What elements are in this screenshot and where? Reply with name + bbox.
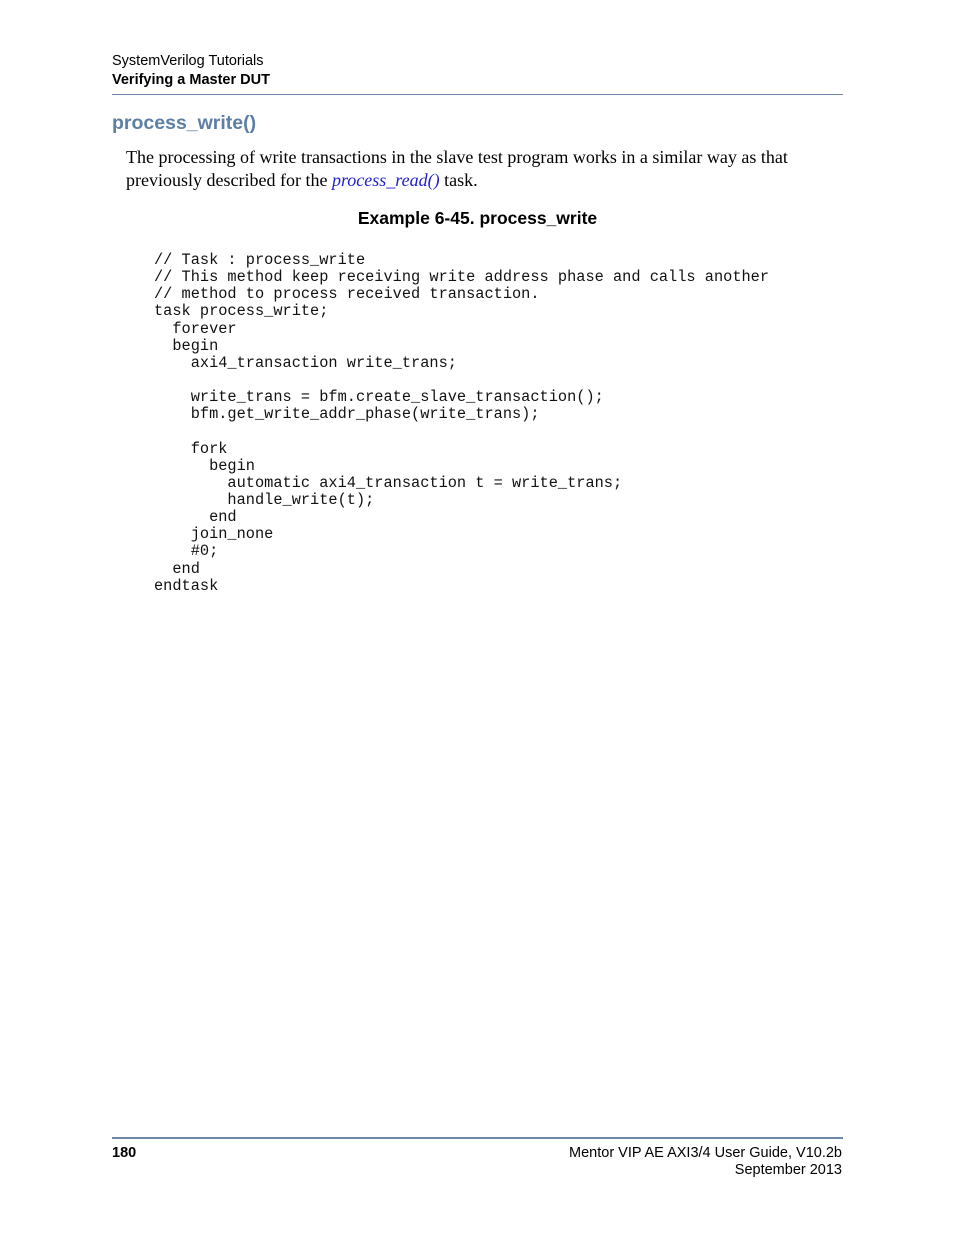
running-header <box>112 52 843 90</box>
paragraph-text-before: The processing of write transactions in the slave test program works in a similar way as that previously described for the <box>126 147 788 190</box>
paragraph-text-after: task. <box>439 170 478 190</box>
code-line: task process_write; <box>154 302 329 321</box>
code-block <box>154 252 769 595</box>
code-line: bfm.get_write_addr_phase(write_trans); <box>154 405 540 424</box>
code-line: // Task : process_write <box>154 251 366 269</box>
code-line: fork <box>154 439 228 458</box>
body-paragraph <box>126 146 846 192</box>
footer-divider <box>112 1137 843 1139</box>
header-chapter: SystemVerilog Tutorials <box>112 53 264 69</box>
code-line: write_trans = bfm.create_slave_transaction(); <box>154 388 604 407</box>
header-divider <box>112 94 843 95</box>
code-line: end <box>154 508 237 527</box>
code-line: forever <box>154 319 237 338</box>
code-line: handle_write(t); <box>154 490 375 509</box>
process-read-link[interactable]: process_read() <box>331 170 440 190</box>
page-number: 180 <box>112 1145 137 1161</box>
code-line: automatic axi4_transaction t = write_trans; <box>154 473 623 492</box>
code-line: // This method keep receiving write address phase and calls another <box>154 268 770 287</box>
example-title: Example 6-45. process_write <box>357 208 598 228</box>
code-line: #0; <box>154 542 219 561</box>
section-heading: process_write() <box>112 112 257 134</box>
code-line: // method to process received transaction. <box>154 285 540 304</box>
code-line: axi4_transaction write_trans; <box>154 353 457 372</box>
footer-info <box>569 1145 842 1179</box>
code-line: endtask <box>154 576 219 595</box>
code-line <box>154 423 769 440</box>
code-line: begin <box>154 336 219 355</box>
code-line: begin <box>154 456 255 475</box>
code-line <box>154 372 769 389</box>
code-line: end <box>154 559 200 578</box>
footer-date: September 2013 <box>734 1162 842 1178</box>
header-section: Verifying a Master DUT <box>112 72 270 88</box>
footer-guide-title: Mentor VIP AE AXI3/4 User Guide, V10.2b <box>569 1145 842 1161</box>
code-line: join_none <box>154 525 274 544</box>
